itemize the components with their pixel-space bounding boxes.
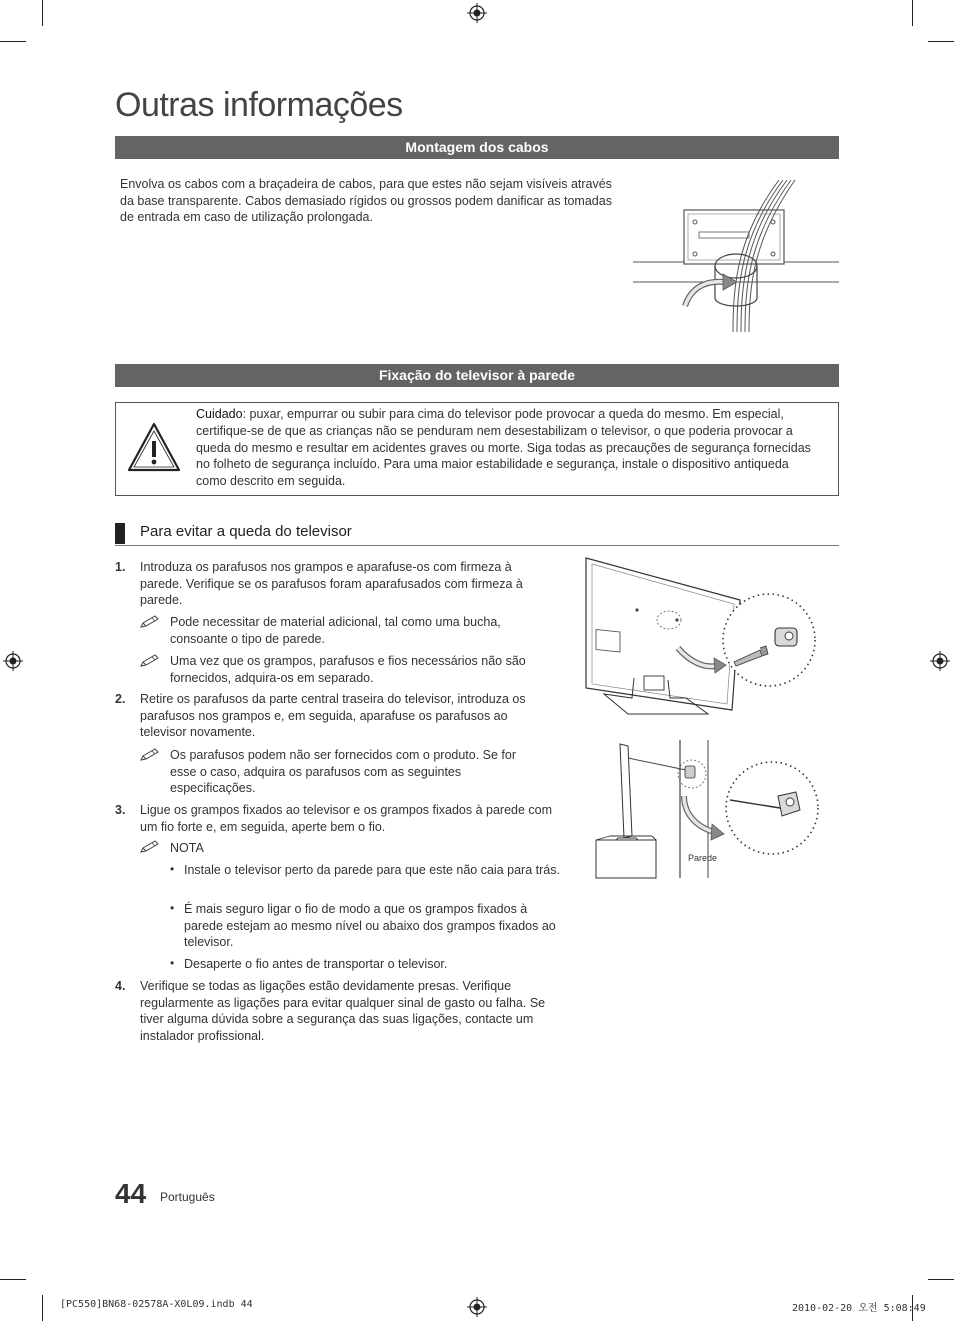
crop-mark	[42, 1295, 43, 1321]
print-date-info: 2010-02-20 오전 5:08:49	[792, 1303, 926, 1314]
registration-mark-icon	[467, 3, 487, 23]
crop-mark	[42, 0, 43, 26]
bullet-text: Instale o televisor perto da parede para que este não caia para trás.	[184, 863, 560, 877]
note-label: NOTA	[170, 841, 204, 855]
crop-mark	[912, 0, 913, 26]
wall-label: Parede	[688, 853, 718, 863]
caution-label: Cuidado	[196, 407, 243, 421]
bullet-text: Desaperte o fio antes de transportar o televisor.	[184, 957, 448, 971]
tv-bracket-illustration	[582, 552, 822, 724]
section-heading-cables: Montagem dos cabos	[115, 136, 839, 159]
step-text: Introduza os parafusos nos grampos e aparafuse-os com firmeza à parede. Verifique se os parafusos foram aparafusados com firmeza à parede.	[140, 560, 523, 608]
subsection-title: Para evitar a queda do televisor	[140, 523, 352, 540]
caution-box	[115, 402, 839, 496]
step-number: 4.	[115, 979, 126, 993]
crop-mark	[0, 1279, 26, 1280]
print-file-info: [PC550]BN68-02578A-X0L09.indb 44	[60, 1299, 253, 1310]
step-number: 1.	[115, 560, 126, 574]
warning-triangle-icon	[126, 421, 182, 473]
page-number: 44	[115, 1178, 147, 1209]
crop-mark	[0, 41, 26, 42]
step-number: 2.	[115, 692, 126, 706]
bullet-text: É mais seguro ligar o fio de modo a que os grampos fixados à parede estejam ao mesmo nível ou abaixo dos grampos fixados ao televisor.	[184, 902, 556, 950]
note-pencil-icon	[140, 840, 162, 854]
page-title: Outras informações	[115, 86, 403, 124]
caution-text	[196, 406, 814, 490]
crop-mark	[928, 1279, 954, 1280]
registration-mark-icon	[3, 651, 23, 671]
bullet-marker: •	[170, 862, 175, 876]
step-number: 3.	[115, 803, 126, 817]
bullet-marker: •	[170, 956, 175, 970]
step-text: Retire os parafusos da parte central traseira do televisor, introduza os parafusos nos grampos e, em seguida, aparafuse os parafusos ao televisor novamente.	[140, 692, 526, 740]
note-text: Uma vez que os grampos, parafusos e fios necessários não são fornecidos, adquira-os em separado.	[170, 654, 526, 685]
note-text: Pode necessitar de material adicional, tal como uma bucha, consoante o tipo de parede.	[170, 615, 501, 646]
language-label: Português	[160, 1190, 215, 1204]
registration-mark-icon	[467, 1297, 487, 1317]
section-heading-wall-mount: Fixação do televisor à parede	[115, 364, 839, 387]
note-pencil-icon	[140, 654, 162, 668]
subsection-heading	[115, 521, 839, 546]
crop-mark	[928, 41, 954, 42]
cables-paragraph: Envolva os cabos com a braçadeira de cabos, para que estes não sejam visíveis através da base transparente. Cabos demasiado rígidos ou grossos podem danificar as tomadas de entrada em caso de utilização prolongada.	[120, 177, 612, 224]
step-text: Verifique se todas as ligações estão devidamente presas. Verifique regularmente as ligações para evitar qualquer sinal de gasto ou falha. Se tiver alguma dúvida sobre a segurança das suas ligações, contacte um instalador profissional.	[140, 979, 546, 1043]
step-text: Ligue os grampos fixados ao televisor e os grampos fixados à parede com um fio forte e, em seguida, aperte bem o fio.	[140, 803, 553, 834]
note-pencil-icon	[140, 748, 162, 762]
bullet-marker: •	[170, 901, 175, 915]
cable-management-illustration	[633, 176, 839, 332]
registration-mark-icon	[930, 651, 950, 671]
note-text: Os parafusos podem não ser fornecidos com o produto. Se for esse o caso, adquira os parafusos com as seguintes especificações.	[170, 748, 517, 796]
caution-body: : puxar, empurrar ou subir para cima do televisor pode provocar a queda do mesmo. Em especial, certifique-se de que as crianças não se penduram nem desestabilizam o televisor, o que poderia provocar a queda do mesmo e resultar em acidentes graves ou morte. Siga todas as precauções de segurança fornecidas no folheto de segurança incluído. Para uma maior estabilidade e segurança, instale o dispositivo antiqueda como descrito em seguida.	[196, 407, 811, 489]
note-pencil-icon	[140, 615, 162, 629]
heading-marker	[115, 523, 125, 544]
